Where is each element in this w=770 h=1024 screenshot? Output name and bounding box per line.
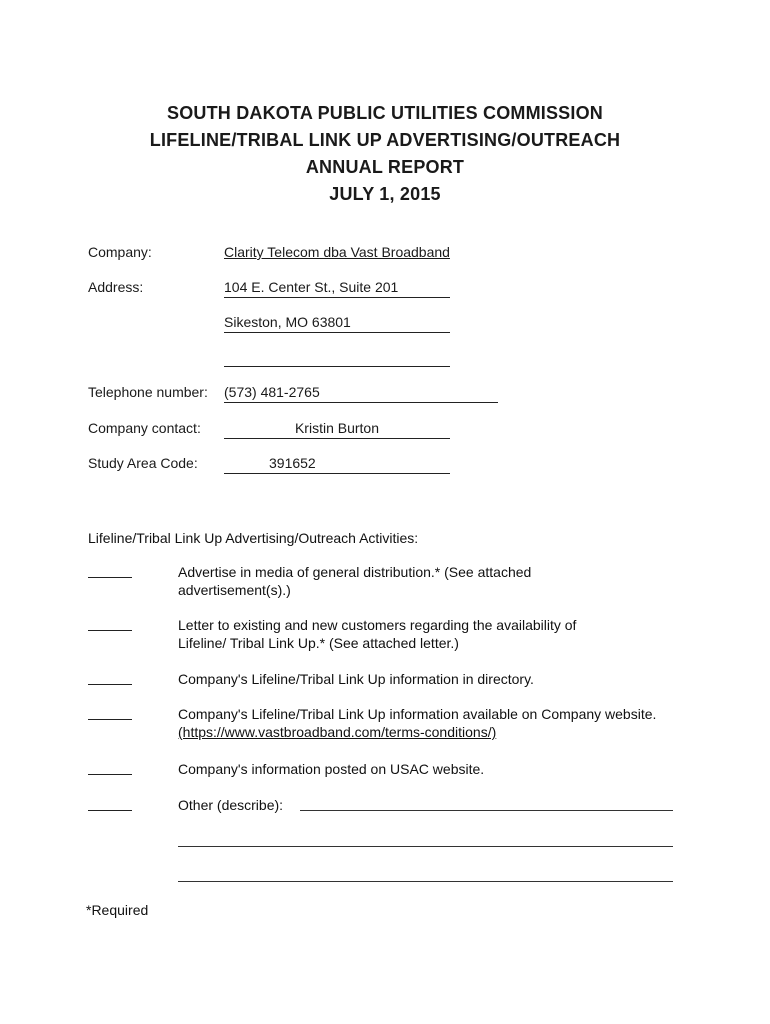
title-line-program: LIFELINE/TRIBAL LINK UP ADVERTISING/OUTREACH: [149, 130, 621, 150]
activity-website-line-1: Company's Lifeline/Tribal Link Up information available on Company website.: [178, 706, 657, 722]
company-label: Company:: [88, 244, 152, 260]
title-line-date: JULY 1, 2015: [329, 184, 441, 204]
activity-website-text: [178, 705, 708, 741]
telephone-value: (573) 481-2765: [224, 384, 498, 403]
activity-media-line-2: advertisement(s).): [178, 582, 291, 598]
report-title: [0, 100, 770, 208]
company-value: Clarity Telecom dba Vast Broadband: [224, 244, 450, 260]
title-line-commission: SOUTH DAKOTA PUBLIC UTILITIES COMMISSION: [167, 103, 603, 123]
required-footnote: *Required: [86, 902, 149, 918]
activity-letter-text: [178, 616, 698, 652]
activity-media-checkline[interactable]: [88, 577, 132, 578]
website-link[interactable]: (https://www.vastbroadband.com/terms-conditions/): [178, 724, 497, 740]
address-line-1: 104 E. Center St., Suite 201: [224, 279, 450, 298]
other-describe-line-3[interactable]: [178, 881, 673, 882]
activities-heading: Lifeline/Tribal Link Up Advertising/Outreach Activities:: [88, 530, 419, 546]
study-area-value: 391652: [224, 455, 450, 474]
other-describe-line-2[interactable]: [178, 846, 673, 847]
telephone-label: Telephone number:: [88, 384, 208, 400]
contact-label: Company contact:: [88, 420, 201, 436]
activity-other-checkline[interactable]: [88, 810, 132, 811]
address-label: Address:: [88, 279, 144, 295]
activity-letter-line-1: Letter to existing and new customers regarding the availability of: [178, 617, 577, 633]
address-line-2: Sikeston, MO 63801: [224, 314, 450, 333]
activity-usac-checkline[interactable]: [88, 774, 132, 775]
address-line-3: [224, 348, 450, 367]
activity-website-checkline[interactable]: [88, 719, 132, 720]
activity-media-text: [178, 563, 698, 599]
other-describe-line-1[interactable]: [300, 810, 673, 811]
activity-directory-text: Company's Lifeline/Tribal Link Up information in directory.: [178, 671, 534, 687]
title-line-report: ANNUAL REPORT: [305, 157, 465, 177]
activity-media-line-1: Advertise in media of general distribution.* (See attached: [178, 564, 532, 580]
activity-other-label: Other (describe):: [178, 797, 284, 813]
activity-usac-text: Company's information posted on USAC website.: [178, 761, 485, 777]
study-area-label: Study Area Code:: [88, 455, 198, 471]
activity-letter-checkline[interactable]: [88, 630, 132, 631]
contact-value: Kristin Burton: [224, 420, 450, 439]
activity-directory-checkline[interactable]: [88, 684, 132, 685]
activity-letter-line-2: Lifeline/ Tribal Link Up.* (See attached letter.): [178, 635, 459, 651]
